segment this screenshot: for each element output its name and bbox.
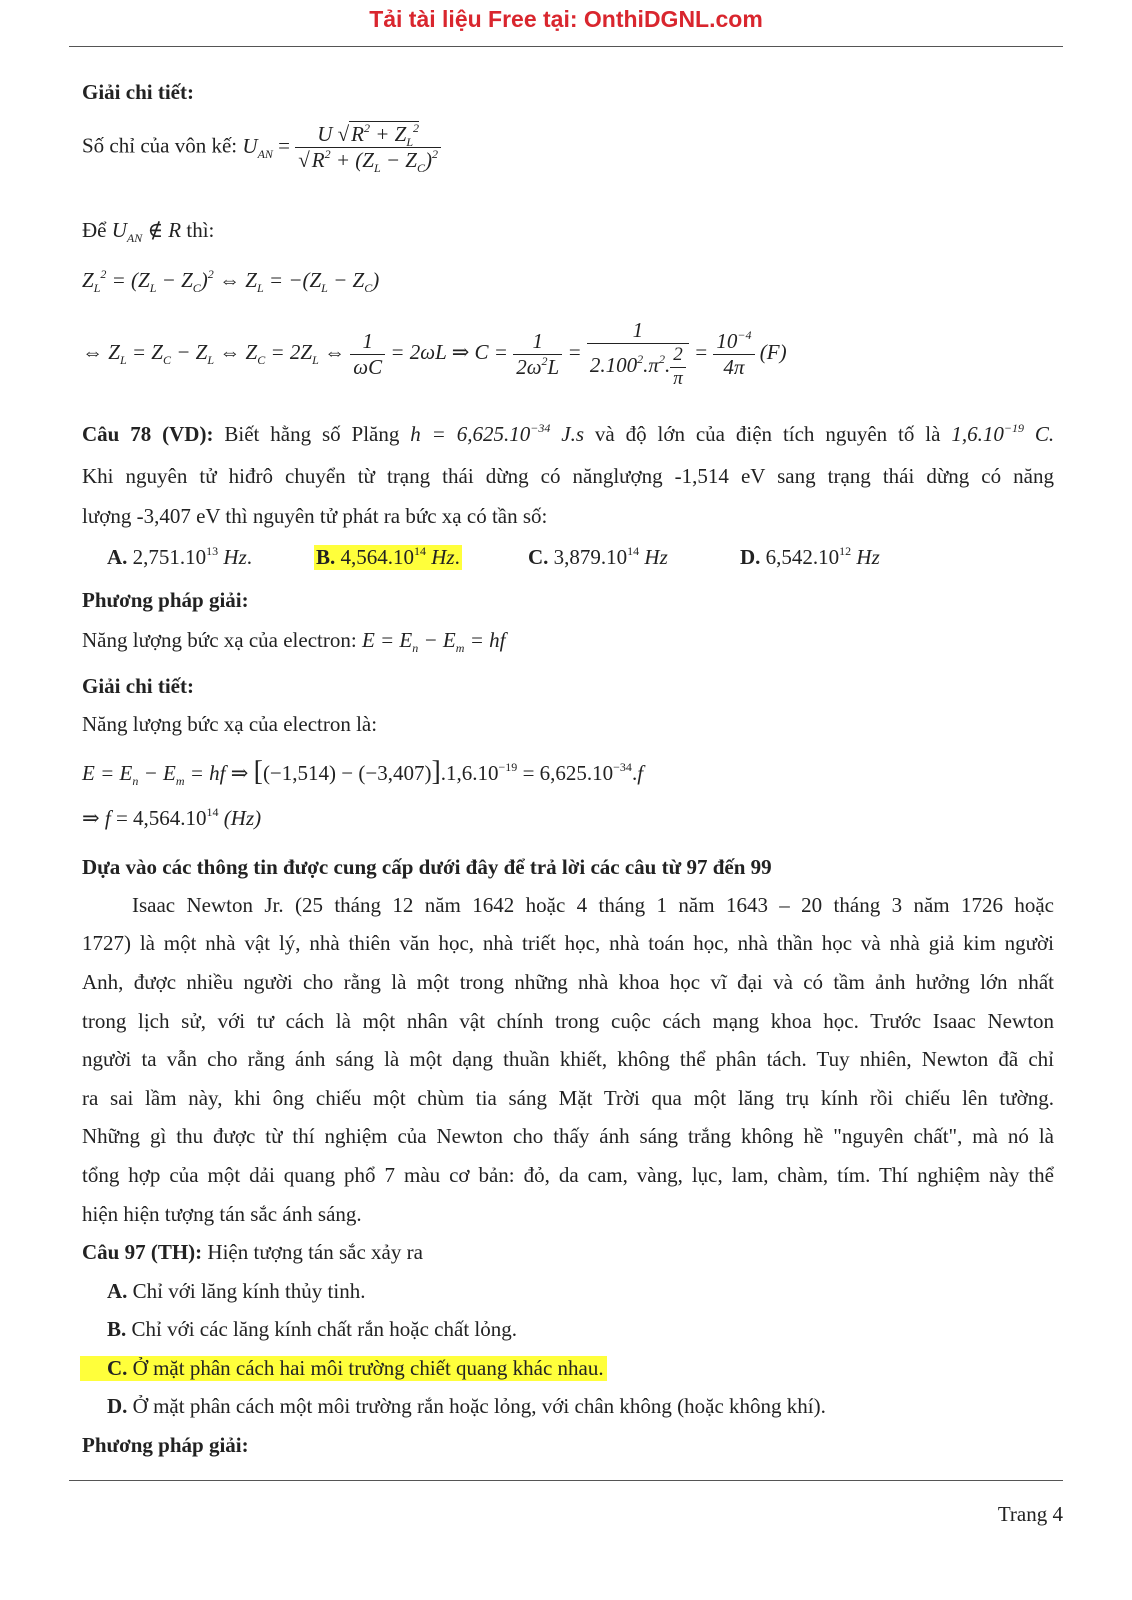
method-heading: Phương pháp giải: <box>82 588 249 612</box>
equation-2: ⇔ $Z_L = Z_C - Z_L$ ⇔ $Z_C = 2Z_L$ ⇔ $\frac{1}{\omega C}$ = 2ωL ⇒ C = $\frac{1}{2\omega^2L}$ = 1 $2.100^2.\pi^2$. $\frac{2}{\pi}$ = $\frac{10^{-4}}{4\pi}$ (F) <box>82 318 787 389</box>
passage-line: Isaac Newton Jr. (25 tháng 12 năm 1642 hoặc 4 tháng 1 năm 1643 – 20 tháng 3 năm 1726 hoặc <box>132 893 1054 917</box>
q78-option-d[interactable]: D. 6,542.10$^{12}$ Hz <box>740 544 880 569</box>
q97-option-c[interactable]: C. Ở mặt phân cách hai môi trường chiết quang khác nhau. <box>80 1356 607 1381</box>
passage-line: trong lịch sử, với tư cách là một nhân vật chính trong cuộc cách mạng khoa học. Trước Isaac Newton <box>82 1009 1054 1033</box>
detail-heading: Giải chi tiết: <box>82 674 194 698</box>
passage-line: Những gì thu được từ thí nghiệm của Newton cho thấy ánh sáng trắng không hề "nguyên chất", mà nó là <box>82 1124 1054 1148</box>
detail-equation: $E = E_n - E_m$ = hf ⇒ $[(-1,514) - (-3,407)].1,6.10^{-19} = 6,625.10^{-34}.f$ <box>82 756 644 788</box>
footer-divider <box>69 1480 1063 1481</box>
q97-label: Câu 97 (TH): <box>82 1240 203 1264</box>
passage-heading: Dựa vào các thông tin được cung cấp dưới đây để trả lời các câu từ 97 đến 99 <box>82 855 772 879</box>
q78-option-c[interactable]: C. 3,879.10$^{14}$ Hz <box>528 544 668 569</box>
q97-method-heading: Phương pháp giải: <box>82 1433 249 1457</box>
q78-line-2: Khi nguyên tử hiđrô chuyển từ trạng thái dừng có nănglượng -1,514 eV sang trạng thái dừng có năng <box>82 464 1054 488</box>
unit: (F) <box>759 340 787 365</box>
q78-label: Câu 78 (VD): <box>82 422 214 446</box>
voltmeter-label: Số chỉ của vôn kế: <box>82 133 238 158</box>
q78-option-b[interactable]: B. 4,564.10$^{14}$ Hz. <box>316 544 460 569</box>
equation-1: $Z_L^2 = (Z_L - Z_C)^2$ ⇔ $Z_L = -(Z_L - Z_C)$ <box>82 267 380 295</box>
page-number: Trang 4 <box>997 1502 1063 1526</box>
method-text: Năng lượng bức xạ của electron: $E = E_n - E_m$ = hf <box>82 628 506 655</box>
passage-line: người ta vẫn cho rằng ánh sáng là một dạng thuần khiết, không thể phân tách. Tuy nhiên, Newton đã chỉ <box>82 1047 1054 1071</box>
q97-option-b[interactable]: B. Chỉ với các lăng kính chất rắn hoặc chất lỏng. <box>107 1317 517 1341</box>
passage-line: tổng hợp của một dải quang phổ 7 màu cơ bản: đỏ, da cam, vàng, lục, lam, chàm, tím. Thí nghiệm này thể <box>82 1163 1054 1187</box>
result-line: ⇒ $f = 4,564.10^{14}$ (Hz) <box>82 805 262 830</box>
q97-option-d[interactable]: D. Ở mặt phân cách một môi trường rắn hoặc lỏng, với chân không (hoặc không khí). <box>107 1394 826 1418</box>
detail-text: Năng lượng bức xạ của electron là: <box>82 712 378 736</box>
passage-line: ra sai lầm này, khi ông chiếu một chùm tia sáng Mặt Trời qua một lăng trụ kính rồi chiếu lên tường. <box>82 1086 1054 1110</box>
voltmeter-formula: Số chỉ của vôn kế: $U_{AN}$ = $\frac{U √R^2 + Z_L^2}{√R^2 + (Z_L - Z_C)^2}$ <box>82 122 441 173</box>
passage-line: hiện hiện tượng tán sắc ánh sáng. <box>82 1202 362 1226</box>
q97-stem: Câu 97 (TH): Hiện tượng tán sắc xảy ra <box>82 1240 423 1264</box>
q78-option-a[interactable]: A. 2,751.10$^{13}$ Hz. <box>107 544 253 569</box>
q97-option-a[interactable]: A. Chỉ với lăng kính thủy tinh. <box>107 1279 366 1303</box>
header-divider <box>69 46 1063 47</box>
passage-line: Anh, được nhiều người cho rằng là một trong những nhà khoa học vĩ đại và có tầm ảnh hưởng lớn nhất <box>82 970 1054 994</box>
site-header: Tải tài liệu Free tại: OnthiDGNL.com <box>369 6 763 32</box>
q78-stem: Câu 78 (VD): Biết hằng số Plăng $h = 6,625.10^{-34}$ J.s và độ lớn của điện tích nguyên tố là $1,6.10^{-19}$ C. <box>82 421 1055 446</box>
passage-line: 1727) là một nhà vật lý, nhà thiên văn học, nhà triết học, nhà toán học, nhà thần học và nhà giả kim người <box>82 931 1054 955</box>
q78-line-3: lượng -3,407 eV thì nguyên tử phát ra bức xạ có tần số: <box>82 504 548 528</box>
condition-line: Để $U_{AN}$ ∉ R thì: <box>82 218 215 245</box>
solution-heading: Giải chi tiết: <box>82 80 194 104</box>
